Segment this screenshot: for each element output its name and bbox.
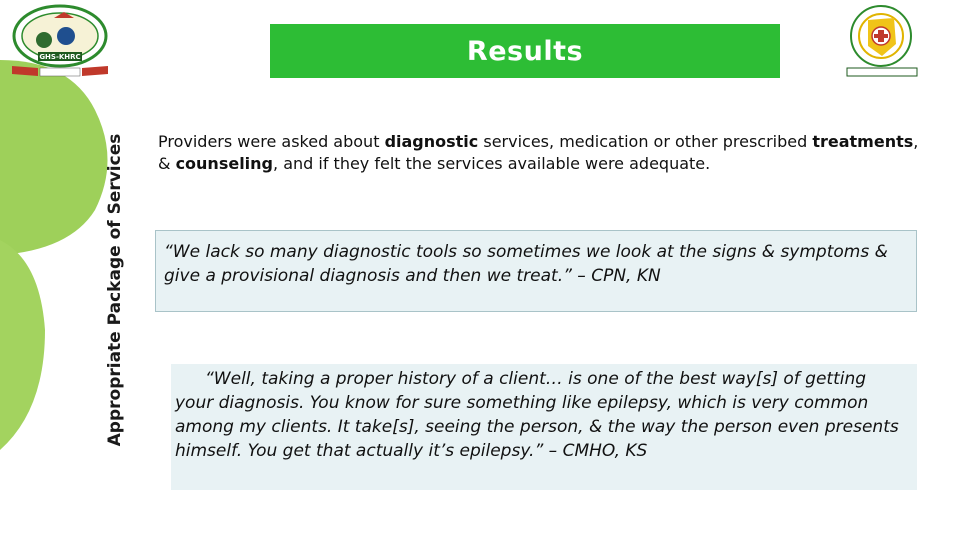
intro-text: , & (158, 132, 919, 173)
title-bar (270, 24, 780, 78)
intro-emphasis-counseling: counseling (175, 154, 274, 173)
intro-text: Providers were asked about (158, 132, 385, 151)
intro-emphasis-treatments: treatments (812, 132, 914, 151)
ghana-health-service-logo-icon (838, 4, 924, 78)
side-label: Appropriate Package of Services (105, 133, 125, 447)
quote-text-2: “Well, taking a proper history of a client… is one of the best way[s] of getting your diagnosis. You know for sure something like epilepsy, which is very common among my clients. It take[s], seeing the person, & the way the person even presents himself. You get that actually it’s epilepsy.” – CMHO, KS (175, 369, 899, 461)
intro-emphasis-diagnostic: diagnostic (384, 132, 479, 151)
page-title: Results (466, 35, 584, 67)
ghana-health-service-logo (838, 4, 924, 78)
quote-box-1 (155, 230, 917, 312)
intro-text: , and if they felt the services available were adequate. (273, 154, 711, 173)
intro-text: services, medication or other prescribed (478, 132, 813, 151)
research-centre-logo (4, 4, 116, 78)
quote-text-1: “We lack so many diagnostic tools so sometimes we look at the signs & symptoms & give a provisional diagnosis and then we treat.” – CPN, KN (164, 242, 888, 286)
svg-text:GHS-KHRC: GHS-KHRC (39, 53, 81, 61)
intro-paragraph (158, 131, 928, 175)
research-centre-seal-icon (4, 4, 116, 78)
quote-box-2 (171, 364, 917, 490)
